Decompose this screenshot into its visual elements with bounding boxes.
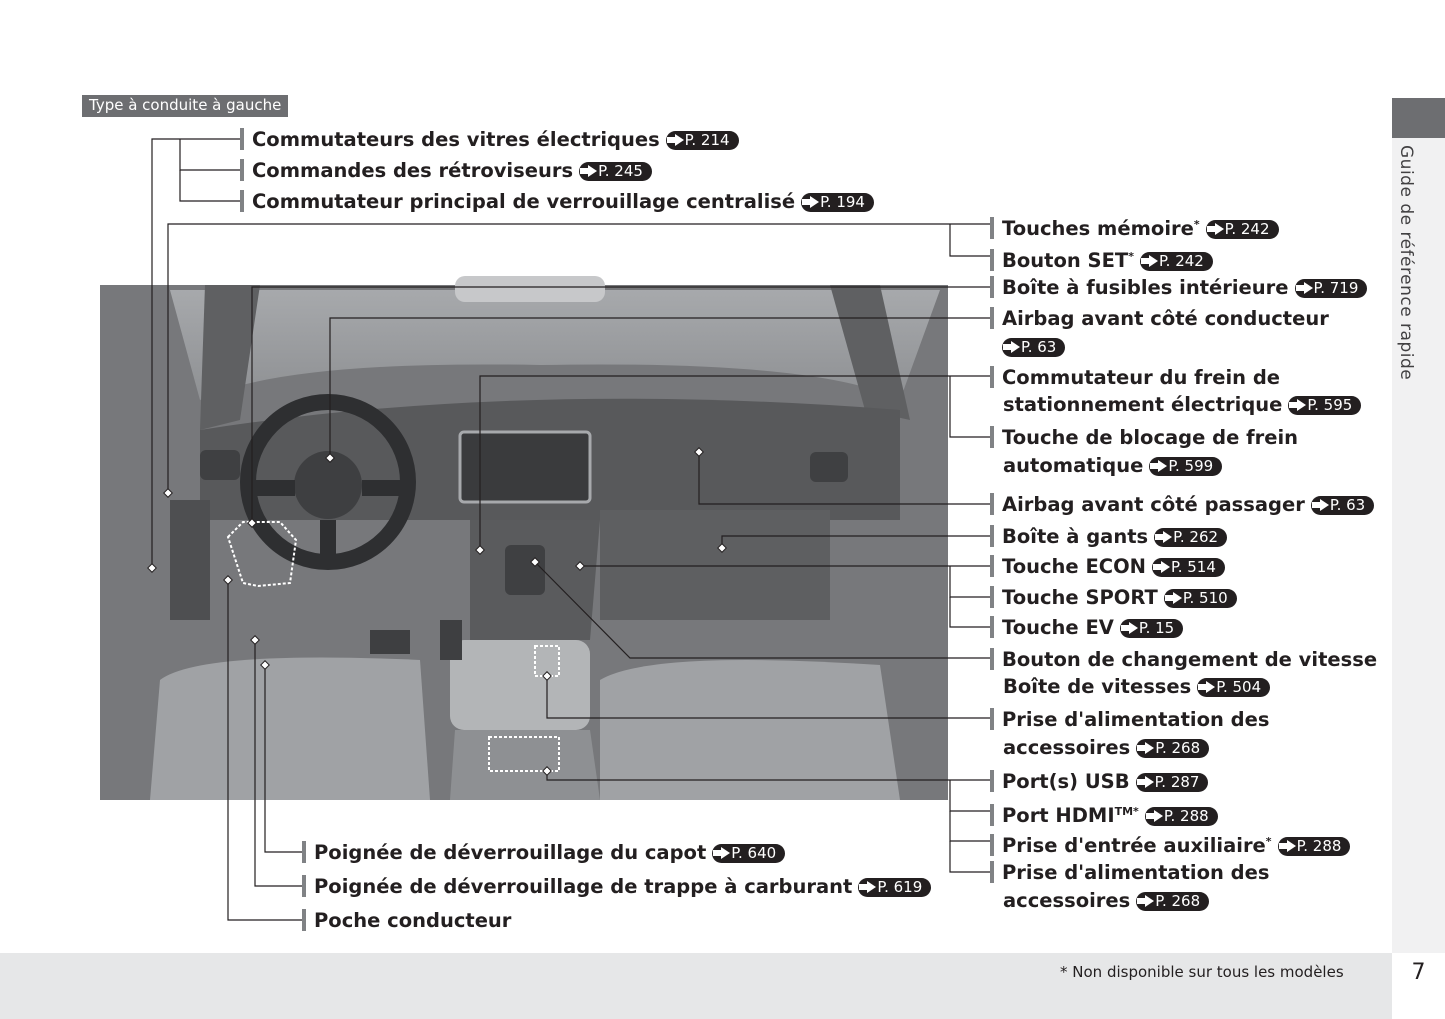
page-ref-badge[interactable]: P. 242 — [1140, 252, 1213, 271]
label-accessory-socket-2-line2: accessoires P. 268 — [1003, 887, 1209, 914]
page-ref-badge[interactable]: P. 262 — [1154, 528, 1227, 547]
label-aux-input: Prise d'entrée auxiliaire* P. 288 — [990, 828, 1350, 859]
label-ev-button: Touche EV P. 15 — [990, 614, 1183, 641]
page-ref-badge[interactable]: P. 15 — [1120, 619, 1183, 638]
drive-type-tag: Type à conduite à gauche — [82, 95, 288, 117]
page-ref-badge[interactable]: P. 242 — [1206, 220, 1279, 239]
page-ref-badge[interactable]: P. 640 — [712, 844, 785, 863]
label-power-window-switches: Commutateurs des vitres électriques P. 214 — [240, 126, 739, 153]
page-ref-badge[interactable]: P. 287 — [1136, 773, 1209, 792]
label-glove-box: Boîte à gants P. 262 — [990, 523, 1227, 550]
label-fuse-box: Boîte à fusibles intérieure P. 719 — [990, 274, 1367, 301]
arrow-right-icon — [675, 134, 684, 146]
arrow-right-icon — [1158, 460, 1167, 472]
label-fuel-door-release: Poignée de déverrouillage de trappe à carburant P. 619 — [302, 873, 931, 900]
page-ref-badge[interactable]: P. 288 — [1145, 807, 1218, 826]
arrow-right-icon — [810, 196, 819, 208]
label-memory-buttons: Touches mémoire* P. 242 — [990, 211, 1279, 242]
arrow-right-icon — [1215, 223, 1224, 235]
label-set-button: Bouton SET* P. 242 — [990, 243, 1213, 274]
label-mirror-controls: Commandes des rétroviseurs P. 245 — [240, 157, 652, 184]
page-ref-badge[interactable]: P. 63 — [1311, 496, 1374, 515]
label-master-door-lock: Commutateur principal de verrouillage centralisé P. 194 — [240, 188, 874, 215]
arrow-right-icon — [1154, 810, 1163, 822]
page-ref-badge[interactable]: P. 268 — [1136, 892, 1209, 911]
section-tab — [1392, 98, 1445, 138]
page-ref-badge[interactable]: P. 504 — [1197, 678, 1270, 697]
label-driver-airbag-ref — [1002, 333, 1065, 360]
label-hdmi-port: Port $HDMI^{TM*}$ P. 288 — [990, 798, 1218, 829]
arrow-right-icon — [1149, 255, 1158, 267]
arrow-right-icon — [1297, 399, 1306, 411]
label-accessory-socket-1-line1: Prise d'alimentation des — [990, 706, 1269, 733]
page-ref-badge[interactable]: P. 719 — [1295, 279, 1368, 298]
label-parking-brake-line1: Commutateur du frein de — [990, 364, 1280, 391]
page-ref-badge[interactable]: P. 268 — [1136, 739, 1209, 758]
page-ref-badge[interactable]: P. 599 — [1149, 457, 1222, 476]
footnote: * Non disponible sur tous les modèles — [1060, 963, 1344, 981]
arrow-right-icon — [1206, 681, 1215, 693]
label-driver-airbag: Airbag avant côté conducteur — [990, 305, 1329, 332]
arrow-right-icon — [1145, 742, 1154, 754]
page-ref-badge[interactable]: P. 63 — [1002, 338, 1065, 357]
arrow-right-icon — [1163, 531, 1172, 543]
label-accessory-socket-2-line1: Prise d'alimentation des — [990, 859, 1269, 886]
page-ref-badge[interactable]: P. 510 — [1164, 589, 1237, 608]
label-brake-hold-line2: automatique P. 599 — [1003, 452, 1222, 479]
page-ref-badge[interactable]: P. 514 — [1152, 558, 1225, 577]
arrow-right-icon — [1161, 561, 1170, 573]
label-usb-ports: Port(s) USB P. 287 — [990, 768, 1208, 795]
page-number: 7 — [1411, 960, 1426, 985]
arrow-right-icon — [721, 847, 730, 859]
page-ref-badge[interactable]: P. 288 — [1278, 837, 1351, 856]
page-ref-badge[interactable]: P. 214 — [666, 131, 739, 150]
arrow-right-icon — [1145, 776, 1154, 788]
arrow-right-icon — [1173, 592, 1182, 604]
page-ref-badge[interactable]: P. 245 — [579, 162, 652, 181]
label-driver-pocket: Poche conducteur — [302, 907, 511, 934]
label-accessory-socket-1-line2: accessoires P. 268 — [1003, 734, 1209, 761]
arrow-right-icon — [1304, 282, 1313, 294]
label-sport-button: Touche SPORT P. 510 — [990, 584, 1237, 611]
page-ref-badge[interactable]: P. 595 — [1288, 396, 1361, 415]
label-brake-hold-line1: Touche de blocage de frein — [990, 424, 1298, 451]
arrow-right-icon — [1145, 895, 1154, 907]
label-econ-button: Touche ECON P. 514 — [990, 553, 1225, 580]
label-parking-brake-line2: stationnement électrique P. 595 — [1003, 391, 1361, 418]
page-ref-badge[interactable]: P. 619 — [858, 878, 931, 897]
arrow-right-icon — [1129, 622, 1138, 634]
label-shift-button-line1: Bouton de changement de vitesse — [990, 646, 1377, 673]
arrow-right-icon — [1011, 341, 1020, 353]
label-hood-release: Poignée de déverrouillage du capot P. 640 — [302, 839, 785, 866]
label-passenger-airbag: Airbag avant côté passager P. 63 — [990, 491, 1374, 518]
arrow-right-icon — [1287, 840, 1296, 852]
page-ref-badge[interactable]: P. 194 — [801, 193, 874, 212]
arrow-right-icon — [588, 165, 597, 177]
arrow-right-icon — [867, 881, 876, 893]
section-title: Guide de référence rapide — [1396, 145, 1416, 381]
label-shift-button-line2: Boîte de vitesses P. 504 — [1003, 673, 1270, 700]
arrow-right-icon — [1320, 499, 1329, 511]
